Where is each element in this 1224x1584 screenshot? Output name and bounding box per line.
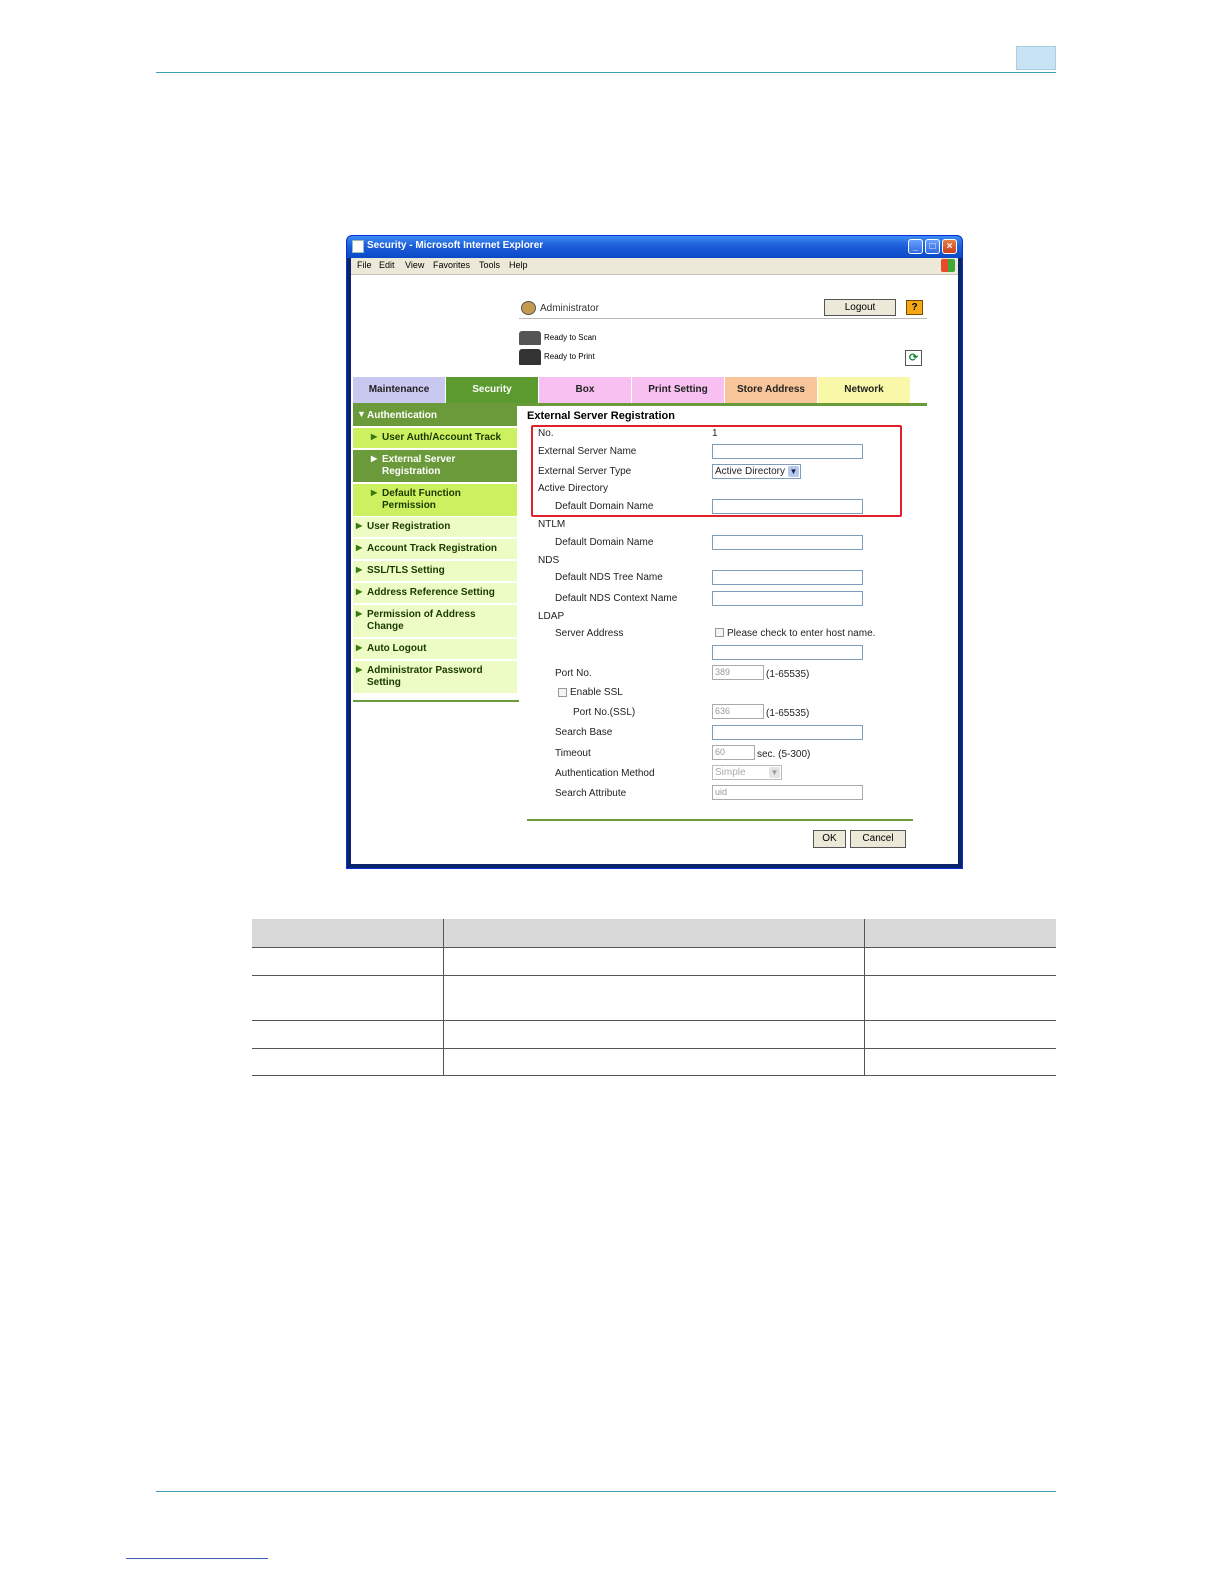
auth-method-value: Simple [715,767,746,778]
sidebar-item-label: Address Reference Setting [367,587,495,598]
port-ssl-range: (1-65535) [766,708,810,719]
scanner-icon [519,331,541,345]
sidebar-item-account-track[interactable] [353,539,517,559]
server-type-label: External Server Type [538,466,632,477]
ldap-heading: LDAP [538,611,565,622]
table-row [252,947,1056,948]
server-address-input[interactable] [712,645,863,660]
cancel-button[interactable]: Cancel [850,830,906,848]
sidebar-item-ssl-tls[interactable] [353,561,517,581]
timeout-unit: sec. (5-300) [757,749,811,760]
search-base-input[interactable] [712,725,863,740]
sidebar-sub-default-function[interactable] [353,484,517,516]
arrow-right-icon: ▶ [356,543,363,552]
host-name-check-label: Please check to enter host name. [727,628,876,639]
scan-status: Ready to Scan [544,333,597,342]
menu-view[interactable]: View [405,260,425,270]
refresh-icon[interactable]: ⟳ [905,350,922,366]
timeout-input[interactable]: 60 [712,745,755,760]
tab-maintenance[interactable]: Maintenance [353,377,445,403]
sidebar-item-label: Auto Logout [367,643,427,654]
sidebar-item-label: SSL/TLS Setting [367,565,445,576]
auth-method-label: Authentication Method [555,768,655,779]
menu-bar [351,258,958,275]
sidebar-item-label: Permission of Address [367,609,476,620]
menu-file[interactable]: File [357,260,372,270]
enable-ssl-checkbox[interactable] [558,688,567,697]
sidebar-item-admin-password[interactable] [353,661,517,693]
search-attr-label: Search Attribute [555,788,627,799]
table-row [252,975,1056,976]
menu-favorites[interactable]: Favorites [433,260,471,270]
arrow-right-icon: ▶ [356,521,363,530]
form-bottom-rule [527,819,913,821]
user-name: Administrator [540,303,599,314]
table-row [252,1020,1056,1021]
tab-security[interactable]: Security [446,377,538,403]
menu-edit[interactable]: Edit [379,260,395,270]
browser-client-area [351,258,958,864]
search-base-label: Search Base [555,727,613,738]
print-status: Ready to Print [544,352,595,361]
port-input[interactable]: 389 [712,665,764,680]
nds-tree-input[interactable] [712,570,863,585]
port-label: Port No. [555,668,592,679]
port-range: (1-65535) [766,669,810,680]
sidebar-item-user-registration[interactable] [353,517,517,537]
table-header-row [252,919,1056,947]
arrow-right-icon: ▶ [356,565,363,574]
chapter-tab-marker [1016,46,1056,70]
timeout-label: Timeout [555,748,591,759]
ntlm-domain-input[interactable] [712,535,863,550]
nds-tree-label: Default NDS Tree Name [555,572,663,583]
sidebar-sub-label: External Server [382,454,456,465]
triangle-down-icon: ▼ [357,409,366,419]
ntlm-domain-label: Default Domain Name [555,537,654,548]
arrow-right-icon: ▶ [356,587,363,596]
sidebar-sub-user-auth[interactable] [353,428,517,448]
header-rule [156,72,1056,73]
tab-box[interactable]: Box [539,377,631,403]
table-row [252,1048,1056,1049]
enable-ssl-label: Enable SSL [570,687,623,698]
auth-method-select[interactable] [712,765,782,780]
table-column-divider [443,919,444,1075]
form-title: External Server Registration [527,410,675,422]
ok-button[interactable]: OK [813,830,846,848]
header-divider [519,318,927,319]
nds-context-input[interactable] [712,591,863,606]
menu-help[interactable]: Help [509,260,528,270]
chevron-down-icon: ▼ [770,768,779,777]
no-value: 1 [712,428,718,439]
table-column-divider [864,919,865,1075]
menu-tools[interactable]: Tools [479,260,501,270]
printer-icon [519,349,541,365]
windows-logo-icon [941,259,955,272]
arrow-right-icon: ▶ [356,609,363,618]
server-name-label: External Server Name [538,446,637,457]
sidebar-sub-label: User Auth/Account Track [382,432,502,443]
maximize-icon[interactable]: □ [925,239,940,254]
arrow-right-icon: ▶ [371,432,378,441]
minimize-icon[interactable]: _ [908,239,923,254]
close-icon[interactable]: × [942,239,957,254]
sidebar-item-auto-logout[interactable] [353,639,517,659]
ad-domain-input[interactable] [712,499,863,514]
nds-context-label: Default NDS Context Name [555,593,678,604]
sidebar-item-permission-address[interactable] [353,605,517,637]
footer-rule [156,1491,1056,1492]
footer-link-underline [126,1558,268,1559]
server-type-value: Active Directory [715,466,786,477]
arrow-right-icon: ▶ [371,454,378,463]
host-name-checkbox[interactable] [715,628,724,637]
title-bar [347,236,962,258]
no-label: No. [538,428,554,439]
ie-icon [352,240,364,253]
sidebar-item-label: Administrator Password [367,665,483,676]
sidebar-sub-label: Default Function [382,488,461,499]
arrow-right-icon: ▶ [356,665,363,674]
sidebar-heading-label: Authentication [367,410,437,421]
sidebar-item-label: Change [367,621,404,632]
table-row [252,1075,1056,1076]
administrator-icon [521,301,536,315]
sidebar-item-label: User Registration [367,521,451,532]
tab-network[interactable]: Network [818,377,910,403]
logout-button[interactable]: Logout [824,299,896,316]
sidebar-sub-label: Permission [382,500,436,511]
sidebar-item-label: Setting [367,677,401,688]
sidebar-item-label: Account Track Registration [367,543,498,554]
sidebar-bottom-rule [353,700,519,702]
tab-store-address[interactable]: Store Address [725,377,817,403]
browser-window [346,235,963,869]
ntlm-heading: NTLM [538,519,566,530]
sidebar-sub-external-server[interactable] [353,450,517,482]
sidebar-sub-label: Registration [382,466,441,477]
help-icon[interactable]: ? [906,300,923,315]
nds-heading: NDS [538,555,560,566]
arrow-right-icon: ▶ [371,488,378,497]
server-name-input[interactable] [712,444,863,459]
active-directory-heading: Active Directory [538,483,609,494]
arrow-right-icon: ▶ [356,643,363,652]
port-ssl-label: Port No.(SSL) [573,707,636,718]
sidebar-item-address-reference[interactable] [353,583,517,603]
server-type-select[interactable] [712,464,801,479]
port-ssl-input[interactable]: 636 [712,704,764,719]
chevron-down-icon: ▼ [789,467,798,476]
search-attr-input[interactable]: uid [712,785,863,800]
server-address-label: Server Address [555,628,624,639]
window-title: Security - Microsoft Internet Explorer [367,240,544,251]
tab-print-setting[interactable]: Print Setting [632,377,724,403]
ad-domain-label: Default Domain Name [555,501,654,512]
sidebar-heading-authentication[interactable] [353,406,517,426]
